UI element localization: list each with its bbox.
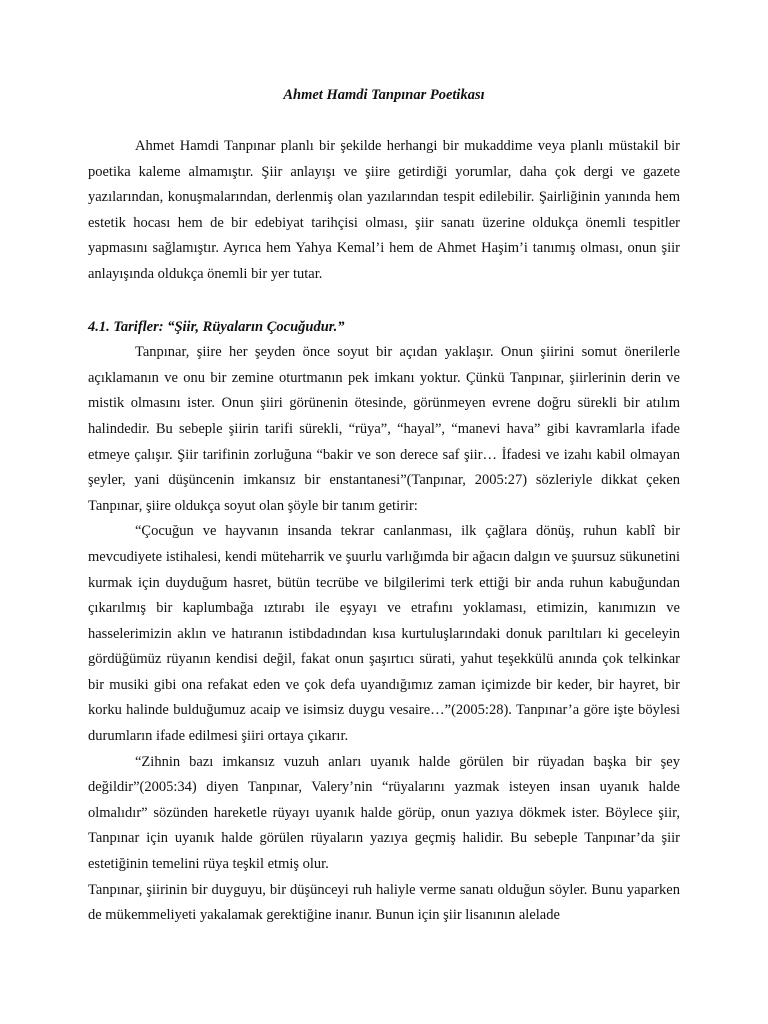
body-paragraph: Tanpınar, şiire her şeyden önce soyut bir açıdan yaklaşır. Onun şiirini somut önerilerle açıklamanın ve onu bir zemine oturtmanın pek imkanı yoktur. Çünkü Tanpınar, şiirlerinin derin ve mistik olmasını ister. Onun şiiri görünenin ötesinde, görünmeyen evrene doğru sürekli bir atılım halindedir. Bu sebeple şiirin tarifi sürekli, “rüya”, “hayal”, “manevi hava” gibi kavramlarla ifade etmeye çalışır. Şiir tarifinin zorluğuna “bakir ve son derece saf şiir… İfadesi ve izahı kabil olmayan şeyler, yani düşüncenin imkansız bir enstantanesi”(Tanpınar, 2005:27) sözleriyle dikkat çeken Tanpınar, şiire oldukça soyut olan şöyle bir tanım getirir: [88,344,680,514]
section-heading: 4.1. Tarifler: “Şiir, Rüyaların Çocuğudur.” [88,318,345,335]
quote-paragraph: “Çocuğun ve hayvanın insanda tekrar canlanması, ilk çağlara dönüş, ruhun kablî bir mevcudiyete istihalesi, kendi müteharrik ve şuurlu varlığımda bir ağacın dalgın ve şuursuz sükunetini kurmak için duyduğum hasret, bütün tecrübe ve bilgilerimi terk ettiği bir anda ruhun kabuğundan çıkarılmış bir kaplumbağa ıztırabı ile eşyayı ve etrafını yoklaması, etimizin, kanımızın ve hasselerimizin aklın ve hatıranın istibdadından kısa kurtuluşlarındaki donuk parıltıları ki geceleyin gördüğümüz rüyanın kendisi değil, fakat onun şaşırtıcı sürati, yahut teşekkülü anında çok telkinkar bir musiki gibi ona refakat eden ve çok defa uyandığımız zaman içimizde bir keder, bir hayret, bir korku halinde bulduğumuz acaip ve isimsiz duygu vesaire…”(2005:28). Tanpınar’a göre işte böylesi durumların ifade edilmesi şiiri ortaya çıkarır. [88,523,680,745]
final-paragraph: Tanpınar, şiirinin bir duyguyu, bir düşünceyi ruh haliyle verme sanatı olduğun söyler. Bunu yaparken de mükemmeliyeti yakalamak gerektiğine inanır. Bunun için şiir lisanının alelade [88,881,680,924]
body-paragraph: “Zihnin bazı imkansız vuzuh anları uyanık halde görülen bir rüyadan başka bir şey değildir”(2005:34) diyen Tanpınar, Valery’nin “rüyalarını yazmak isteyen insan uyanık halde olmalıdır” sözünden hareketle rüyayı uyanık halde görüp, onun yazıya dökmek ister. Böylece şiir, Tanpınar için uyanık halde görülen rüyaların yazıya geçmiş halidir. Bu sebeple Tanpınar’da şiir estetiğinin temelini rüya teşkil etmiş olur. [88,753,680,873]
document-title: Ahmet Hamdi Tanpınar Poetikası [283,87,485,103]
intro-paragraph: Ahmet Hamdi Tanpınar planlı bir şekilde herhangi bir mukaddime veya planlı müstakil bir poetika kaleme almamıştır. Şiir anlayışı ve şiire getirdiği yorumlar, daha çok dergi ve gazete yazılarından, konuşmalarından, derlenmiş olan yazılarından tespit edilebilir. Şairliğinin yanında hem estetik hocası hem de bir edebiyat tarihçisi olması, şiir sanatı üzerine oldukça önemli tespitler yapmasını sağlamıştır. Ayrıca hem Yahya Kemal’i hem de Ahmet Haşim’i tanımış olması, onun şiir anlayışında oldukça önemli bir yer tutar. [88,138,680,282]
